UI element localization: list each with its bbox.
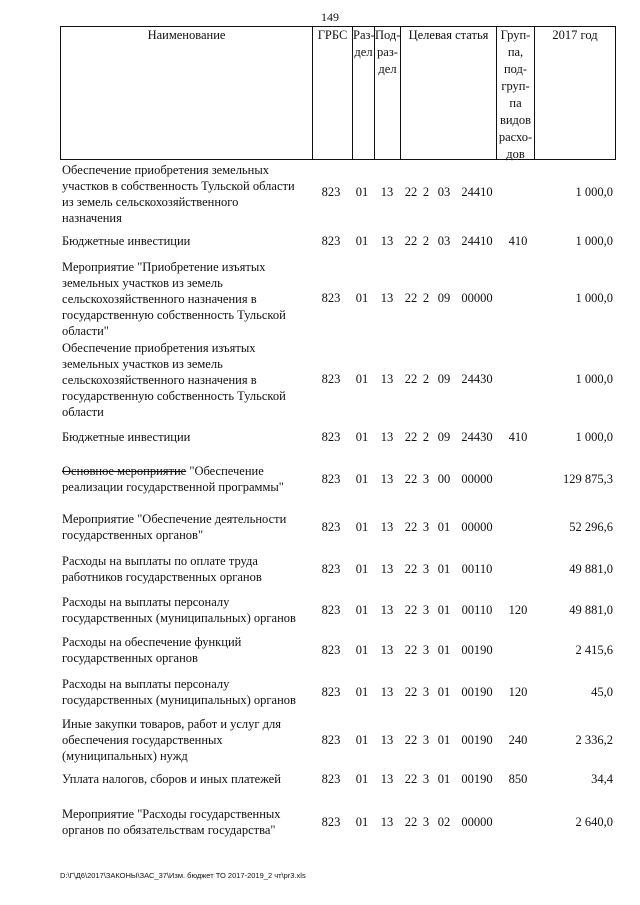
target-subprogram-cell: 3 bbox=[422, 472, 430, 486]
header-podrazdel-line: Под- bbox=[375, 28, 401, 42]
grbs-cell: 823 bbox=[321, 520, 341, 534]
table-header bbox=[60, 26, 616, 160]
row-name bbox=[62, 806, 308, 838]
row-name-line: реализации государственной программы" bbox=[62, 480, 284, 494]
header-grbs bbox=[312, 27, 352, 159]
target-direction-cell: 00000 bbox=[461, 291, 493, 305]
grbs-cell: 823 bbox=[321, 815, 341, 829]
row-name-line: Расходы на обеспечение функций bbox=[62, 635, 242, 649]
target-activity-cell: 01 bbox=[437, 643, 451, 657]
target-subprogram-cell: 3 bbox=[422, 562, 430, 576]
podrazdel-cell: 13 bbox=[380, 685, 394, 699]
sum-cell: 1 000,0 bbox=[575, 185, 613, 199]
target-activity-cell: 01 bbox=[437, 520, 451, 534]
row-name-line: Мероприятие "Обеспечение деятельности bbox=[62, 512, 287, 526]
target-subprogram-cell: 3 bbox=[422, 603, 430, 617]
target-direction-cell: 00110 bbox=[461, 562, 493, 576]
row-name-line: Расходы на выплаты по оплате труда bbox=[62, 554, 258, 568]
header-vr-line: под- bbox=[503, 62, 528, 76]
sum-cell: 49 881,0 bbox=[569, 562, 613, 576]
grbs-cell: 823 bbox=[321, 472, 341, 486]
row-name-text: "Обеспечение bbox=[186, 464, 264, 478]
row-name bbox=[62, 259, 308, 339]
row-name bbox=[62, 463, 308, 495]
row-name-line: Бюджетные инвестиции bbox=[62, 234, 191, 248]
row-name-line: сельскохозяйственного назначения в bbox=[62, 292, 257, 306]
target-activity-cell: 01 bbox=[437, 772, 451, 786]
grbs-cell: 823 bbox=[321, 772, 341, 786]
podrazdel-cell: 13 bbox=[380, 520, 394, 534]
razdel-cell: 01 bbox=[355, 520, 369, 534]
row-name-line: сельскохозяйственного назначения в bbox=[62, 373, 257, 387]
header-vr-line: дов bbox=[506, 147, 525, 161]
row-name-line: Обеспечение приобретения земельных bbox=[62, 163, 269, 177]
vr-cell: 120 bbox=[508, 685, 528, 699]
razdel-cell: 01 bbox=[355, 772, 369, 786]
row-name bbox=[62, 771, 308, 787]
sum-cell: 52 296,6 bbox=[569, 520, 613, 534]
row-name bbox=[62, 511, 308, 543]
row-name-line: участков в собственность Тульской области bbox=[62, 179, 295, 193]
vr-cell: 410 bbox=[508, 234, 528, 248]
row-name-line: из земель сельскохозяйственного bbox=[62, 195, 239, 209]
sum-cell: 45,0 bbox=[591, 685, 613, 699]
target-activity-cell: 01 bbox=[437, 685, 451, 699]
razdel-cell: 01 bbox=[355, 430, 369, 444]
sum-cell: 2 640,0 bbox=[575, 815, 613, 829]
row-name-line: государственных (муниципальных) органов bbox=[62, 693, 296, 707]
grbs-cell: 823 bbox=[321, 291, 341, 305]
row-name-line: области" bbox=[62, 324, 109, 338]
target-program-cell: 22 bbox=[404, 815, 418, 829]
sum-cell: 1 000,0 bbox=[575, 372, 613, 386]
target-direction-cell: 00000 bbox=[461, 520, 493, 534]
grbs-cell: 823 bbox=[321, 430, 341, 444]
header-year bbox=[534, 27, 616, 159]
target-program-cell: 22 bbox=[404, 291, 418, 305]
podrazdel-cell: 13 bbox=[380, 733, 394, 747]
header-razdel-line: дел bbox=[354, 45, 373, 59]
sum-cell: 1 000,0 bbox=[575, 291, 613, 305]
page-number: 149 bbox=[321, 10, 339, 24]
razdel-cell: 01 bbox=[355, 291, 369, 305]
header-razdel bbox=[352, 27, 374, 159]
target-program-cell: 22 bbox=[404, 430, 418, 444]
vr-cell: 850 bbox=[508, 772, 528, 786]
grbs-cell: 823 bbox=[321, 234, 341, 248]
razdel-cell: 01 bbox=[355, 603, 369, 617]
razdel-cell: 01 bbox=[355, 562, 369, 576]
target-direction-cell: 24430 bbox=[461, 430, 493, 444]
target-program-cell: 22 bbox=[404, 372, 418, 386]
row-name-line: Уплата налогов, сборов и иных платежей bbox=[62, 772, 281, 786]
header-podrazdel bbox=[374, 27, 400, 159]
row-name bbox=[62, 340, 308, 420]
target-program-cell: 22 bbox=[404, 185, 418, 199]
header-razdel-line: Раз- bbox=[353, 28, 375, 42]
row-name-line: (муниципальных) нужд bbox=[62, 749, 188, 763]
razdel-cell: 01 bbox=[355, 733, 369, 747]
target-subprogram-cell: 3 bbox=[422, 520, 430, 534]
target-program-cell: 22 bbox=[404, 685, 418, 699]
header-name bbox=[60, 27, 312, 159]
row-name-line: государственных органов" bbox=[62, 528, 204, 542]
target-program-cell: 22 bbox=[404, 234, 418, 248]
target-activity-cell: 09 bbox=[437, 372, 451, 386]
row-name-line: Иные закупки товаров, работ и услуг для bbox=[62, 717, 282, 731]
row-name bbox=[62, 594, 308, 626]
target-activity-cell: 03 bbox=[437, 234, 451, 248]
struck-text: Основное мероприятие bbox=[62, 464, 187, 478]
target-program-cell: 22 bbox=[404, 603, 418, 617]
header-grbs-text: ГРБС bbox=[317, 28, 348, 42]
podrazdel-cell: 13 bbox=[380, 643, 394, 657]
row-name-line: земельных участков из земель bbox=[62, 357, 223, 371]
target-program-cell: 22 bbox=[404, 562, 418, 576]
podrazdel-cell: 13 bbox=[380, 603, 394, 617]
row-name bbox=[62, 162, 308, 226]
row-name-line: Бюджетные инвестиции bbox=[62, 430, 191, 444]
target-activity-cell: 09 bbox=[437, 430, 451, 444]
razdel-cell: 01 bbox=[355, 685, 369, 699]
target-direction-cell: 24410 bbox=[461, 234, 493, 248]
row-name-line: обеспечения государственных bbox=[62, 733, 223, 747]
row-name-line: работников государственных органов bbox=[62, 570, 262, 584]
row-name-line: государственную собственность Тульской bbox=[62, 389, 286, 403]
row-name-line: государственную собственность Тульской bbox=[62, 308, 286, 322]
grbs-cell: 823 bbox=[321, 185, 341, 199]
podrazdel-cell: 13 bbox=[380, 472, 394, 486]
target-activity-cell: 01 bbox=[437, 733, 451, 747]
sum-cell: 2 415,6 bbox=[575, 643, 613, 657]
target-direction-cell: 00110 bbox=[461, 603, 493, 617]
razdel-cell: 01 bbox=[355, 185, 369, 199]
target-activity-cell: 00 bbox=[437, 472, 451, 486]
target-program-cell: 22 bbox=[404, 472, 418, 486]
header-year-text: 2017 год bbox=[552, 28, 598, 42]
target-direction-cell: 00000 bbox=[461, 815, 493, 829]
target-direction-cell: 24410 bbox=[461, 185, 493, 199]
target-program-cell: 22 bbox=[404, 643, 418, 657]
header-vr-line: груп- bbox=[501, 79, 530, 93]
sum-cell: 1 000,0 bbox=[575, 234, 613, 248]
row-name bbox=[62, 716, 308, 764]
row-name-line: Обеспечение приобретения изъятых bbox=[62, 341, 256, 355]
row-name bbox=[62, 553, 308, 585]
grbs-cell: 823 bbox=[321, 372, 341, 386]
grbs-cell: 823 bbox=[321, 562, 341, 576]
vr-cell: 120 bbox=[508, 603, 528, 617]
podrazdel-cell: 13 bbox=[380, 291, 394, 305]
row-name bbox=[62, 634, 308, 666]
sum-cell: 34,4 bbox=[591, 772, 613, 786]
row-name-line: государственных органов bbox=[62, 651, 198, 665]
target-activity-cell: 02 bbox=[437, 815, 451, 829]
target-direction-cell: 00000 bbox=[461, 472, 493, 486]
target-activity-cell: 01 bbox=[437, 562, 451, 576]
row-name-line: Расходы на выплаты персоналу bbox=[62, 595, 230, 609]
razdel-cell: 01 bbox=[355, 372, 369, 386]
target-subprogram-cell: 3 bbox=[422, 685, 430, 699]
target-subprogram-cell: 3 bbox=[422, 733, 430, 747]
target-direction-cell: 00190 bbox=[461, 685, 493, 699]
grbs-cell: 823 bbox=[321, 603, 341, 617]
target-subprogram-cell: 3 bbox=[422, 643, 430, 657]
podrazdel-cell: 13 bbox=[380, 772, 394, 786]
row-name bbox=[62, 429, 308, 445]
header-podrazdel-line: дел bbox=[378, 62, 397, 76]
header-name-text: Наименование bbox=[147, 28, 226, 42]
target-direction-cell: 24430 bbox=[461, 372, 493, 386]
row-name-line: Расходы на выплаты персоналу bbox=[62, 677, 230, 691]
target-subprogram-cell: 2 bbox=[422, 291, 430, 305]
row-name-line: земельных участков из земель bbox=[62, 276, 223, 290]
target-program-cell: 22 bbox=[404, 520, 418, 534]
target-subprogram-cell: 2 bbox=[422, 234, 430, 248]
row-name-line: государственных (муниципальных) органов bbox=[62, 611, 296, 625]
header-vr-line: па bbox=[509, 96, 522, 110]
sum-cell: 2 336,2 bbox=[575, 733, 613, 747]
sum-cell: 129 875,3 bbox=[563, 472, 613, 486]
vr-cell: 240 bbox=[508, 733, 528, 747]
file-path-footer: D:\Г\Д6\2017\ЗАКОНЫ\ЗАС_37\Изм. бюджет ТО 2017-2019_2 чт\pr3.xls bbox=[60, 871, 306, 880]
target-subprogram-cell: 2 bbox=[422, 372, 430, 386]
podrazdel-cell: 13 bbox=[380, 562, 394, 576]
grbs-cell: 823 bbox=[321, 685, 341, 699]
header-vr bbox=[496, 27, 534, 159]
grbs-cell: 823 bbox=[321, 733, 341, 747]
target-subprogram-cell: 3 bbox=[422, 772, 430, 786]
target-activity-cell: 09 bbox=[437, 291, 451, 305]
header-vr-line: расхо- bbox=[498, 130, 533, 144]
grbs-cell: 823 bbox=[321, 643, 341, 657]
razdel-cell: 01 bbox=[355, 234, 369, 248]
row-name bbox=[62, 676, 308, 708]
header-cel-text: Целевая статья bbox=[408, 28, 489, 42]
row-name bbox=[62, 233, 308, 249]
row-name-line: назначения bbox=[62, 211, 122, 225]
target-subprogram-cell: 2 bbox=[422, 185, 430, 199]
row-name-line: области bbox=[62, 405, 104, 419]
vr-cell: 410 bbox=[508, 430, 528, 444]
podrazdel-cell: 13 bbox=[380, 185, 394, 199]
razdel-cell: 01 bbox=[355, 472, 369, 486]
header-podrazdel-line: раз- bbox=[377, 45, 398, 59]
row-name-line: Мероприятие "Приобретение изъятых bbox=[62, 260, 266, 274]
header-vr-line: видов bbox=[499, 113, 532, 127]
podrazdel-cell: 13 bbox=[380, 234, 394, 248]
target-program-cell: 22 bbox=[404, 733, 418, 747]
row-name-line: органов по обязательствам государства" bbox=[62, 823, 276, 837]
target-activity-cell: 01 bbox=[437, 603, 451, 617]
target-program-cell: 22 bbox=[404, 772, 418, 786]
razdel-cell: 01 bbox=[355, 815, 369, 829]
podrazdel-cell: 13 bbox=[380, 430, 394, 444]
target-subprogram-cell: 2 bbox=[422, 430, 430, 444]
target-direction-cell: 00190 bbox=[461, 643, 493, 657]
row-name-line: Мероприятие "Расходы государственных bbox=[62, 807, 281, 821]
razdel-cell: 01 bbox=[355, 643, 369, 657]
header-vr-line: Груп- bbox=[500, 28, 531, 42]
target-subprogram-cell: 3 bbox=[422, 815, 430, 829]
header-cel bbox=[400, 27, 496, 159]
target-activity-cell: 03 bbox=[437, 185, 451, 199]
sum-cell: 1 000,0 bbox=[575, 430, 613, 444]
target-direction-cell: 00190 bbox=[461, 772, 493, 786]
podrazdel-cell: 13 bbox=[380, 815, 394, 829]
row-name-line bbox=[62, 463, 308, 479]
target-direction-cell: 00190 bbox=[461, 733, 493, 747]
header-vr-line: па, bbox=[507, 45, 524, 59]
podrazdel-cell: 13 bbox=[380, 372, 394, 386]
sum-cell: 49 881,0 bbox=[569, 603, 613, 617]
